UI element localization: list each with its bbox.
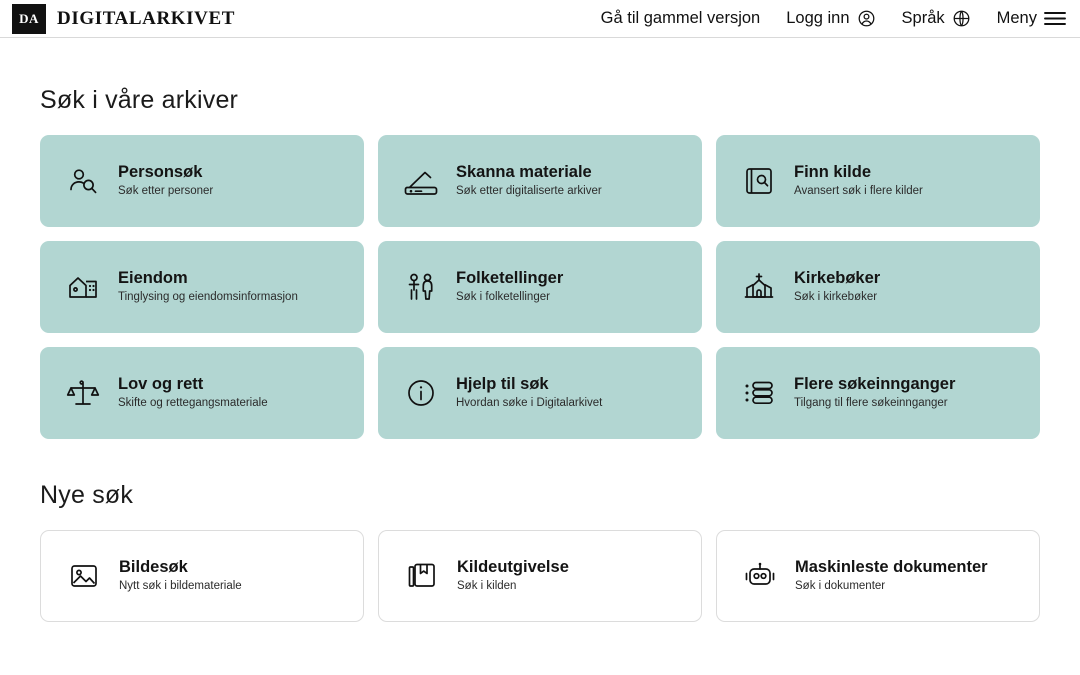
nav-language-label: Språk xyxy=(901,9,945,27)
card-title: Lov og rett xyxy=(118,375,204,394)
people-icon xyxy=(402,268,440,306)
card-subtitle: Søk i kirkebøker xyxy=(794,291,878,304)
bookmark-book-icon xyxy=(403,557,441,595)
card-title: Folketellinger xyxy=(456,269,564,288)
card-bildesok[interactable] xyxy=(40,530,364,622)
nav-menu[interactable] xyxy=(997,9,1066,28)
card-title: Skanna materiale xyxy=(456,163,592,182)
card-title: Personsøk xyxy=(118,163,203,182)
card-subtitle: Søk i kilden xyxy=(457,580,517,593)
card-title: Flere søkeinnganger xyxy=(794,375,956,394)
card-hjelp-til-sok[interactable] xyxy=(378,347,702,439)
card-skanna-materiale[interactable] xyxy=(378,135,702,227)
section-title-new-searches: Nye søk xyxy=(40,481,134,509)
card-subtitle: Søk etter digitaliserte arkiver xyxy=(456,185,602,198)
card-flere-sokeinnganger[interactable] xyxy=(716,347,1040,439)
card-subtitle: Søk etter personer xyxy=(118,185,214,198)
list-stack-icon xyxy=(740,374,778,412)
card-finn-kilde[interactable] xyxy=(716,135,1040,227)
site-header xyxy=(0,0,1080,38)
card-maskinleste-dokumenter[interactable] xyxy=(716,530,1040,622)
card-kildeutgivelse[interactable] xyxy=(378,530,702,622)
globe-icon xyxy=(952,9,971,28)
card-subtitle: Søk i dokumenter xyxy=(795,580,886,593)
page-body xyxy=(0,86,1080,622)
nav-login-label: Logg inn xyxy=(786,9,850,27)
card-eiendom[interactable] xyxy=(40,241,364,333)
card-lov-og-rett[interactable] xyxy=(40,347,364,439)
nav-old-version-label: Gå til gammel versjon xyxy=(600,9,761,27)
user-circle-icon xyxy=(857,9,876,28)
card-title: Hjelp til søk xyxy=(456,375,549,394)
card-subtitle: Nytt søk i bildemateriale xyxy=(119,580,242,593)
image-icon xyxy=(65,557,103,595)
nav-menu-label: Meny xyxy=(996,9,1037,27)
brand[interactable] xyxy=(12,4,235,34)
nav-old-version[interactable] xyxy=(601,9,761,28)
house-icon xyxy=(64,268,102,306)
card-title: Finn kilde xyxy=(794,163,872,182)
scales-icon xyxy=(64,374,102,412)
logo-mark: DA xyxy=(12,4,46,34)
nav-language[interactable] xyxy=(902,9,971,28)
card-folketellinger[interactable] xyxy=(378,241,702,333)
book-search-icon xyxy=(740,162,778,200)
card-kirkeboker[interactable] xyxy=(716,241,1040,333)
hamburger-icon xyxy=(1044,10,1066,27)
header-nav xyxy=(601,9,1066,28)
card-personsok[interactable] xyxy=(40,135,364,227)
card-title: Bildesøk xyxy=(119,558,188,577)
card-subtitle: Hvordan søke i Digitalarkivet xyxy=(456,397,603,410)
card-title: Kirkebøker xyxy=(794,269,881,288)
card-subtitle: Søk i folketellinger xyxy=(456,291,550,304)
section-title-archives: Søk i våre arkiver xyxy=(40,86,239,114)
card-subtitle: Tinglysing og eiendomsinformasjon xyxy=(118,291,298,304)
card-subtitle: Avansert søk i flere kilder xyxy=(794,185,923,198)
card-title: Maskinleste dokumenter xyxy=(795,558,988,577)
scanner-icon xyxy=(402,162,440,200)
nav-login[interactable] xyxy=(786,9,875,28)
archive-card-grid xyxy=(40,135,1040,439)
info-icon xyxy=(402,374,440,412)
card-subtitle: Tilgang til flere søkeinnganger xyxy=(794,397,948,410)
church-icon xyxy=(740,268,778,306)
card-title: Eiendom xyxy=(118,269,188,288)
brand-title: DIGITALARKIVET xyxy=(57,7,236,29)
robot-icon xyxy=(741,557,779,595)
new-search-card-grid xyxy=(40,530,1040,622)
card-subtitle: Skifte og rettegangsmateriale xyxy=(118,397,268,410)
person-search-icon xyxy=(64,162,102,200)
card-title: Kildeutgivelse xyxy=(457,558,569,577)
